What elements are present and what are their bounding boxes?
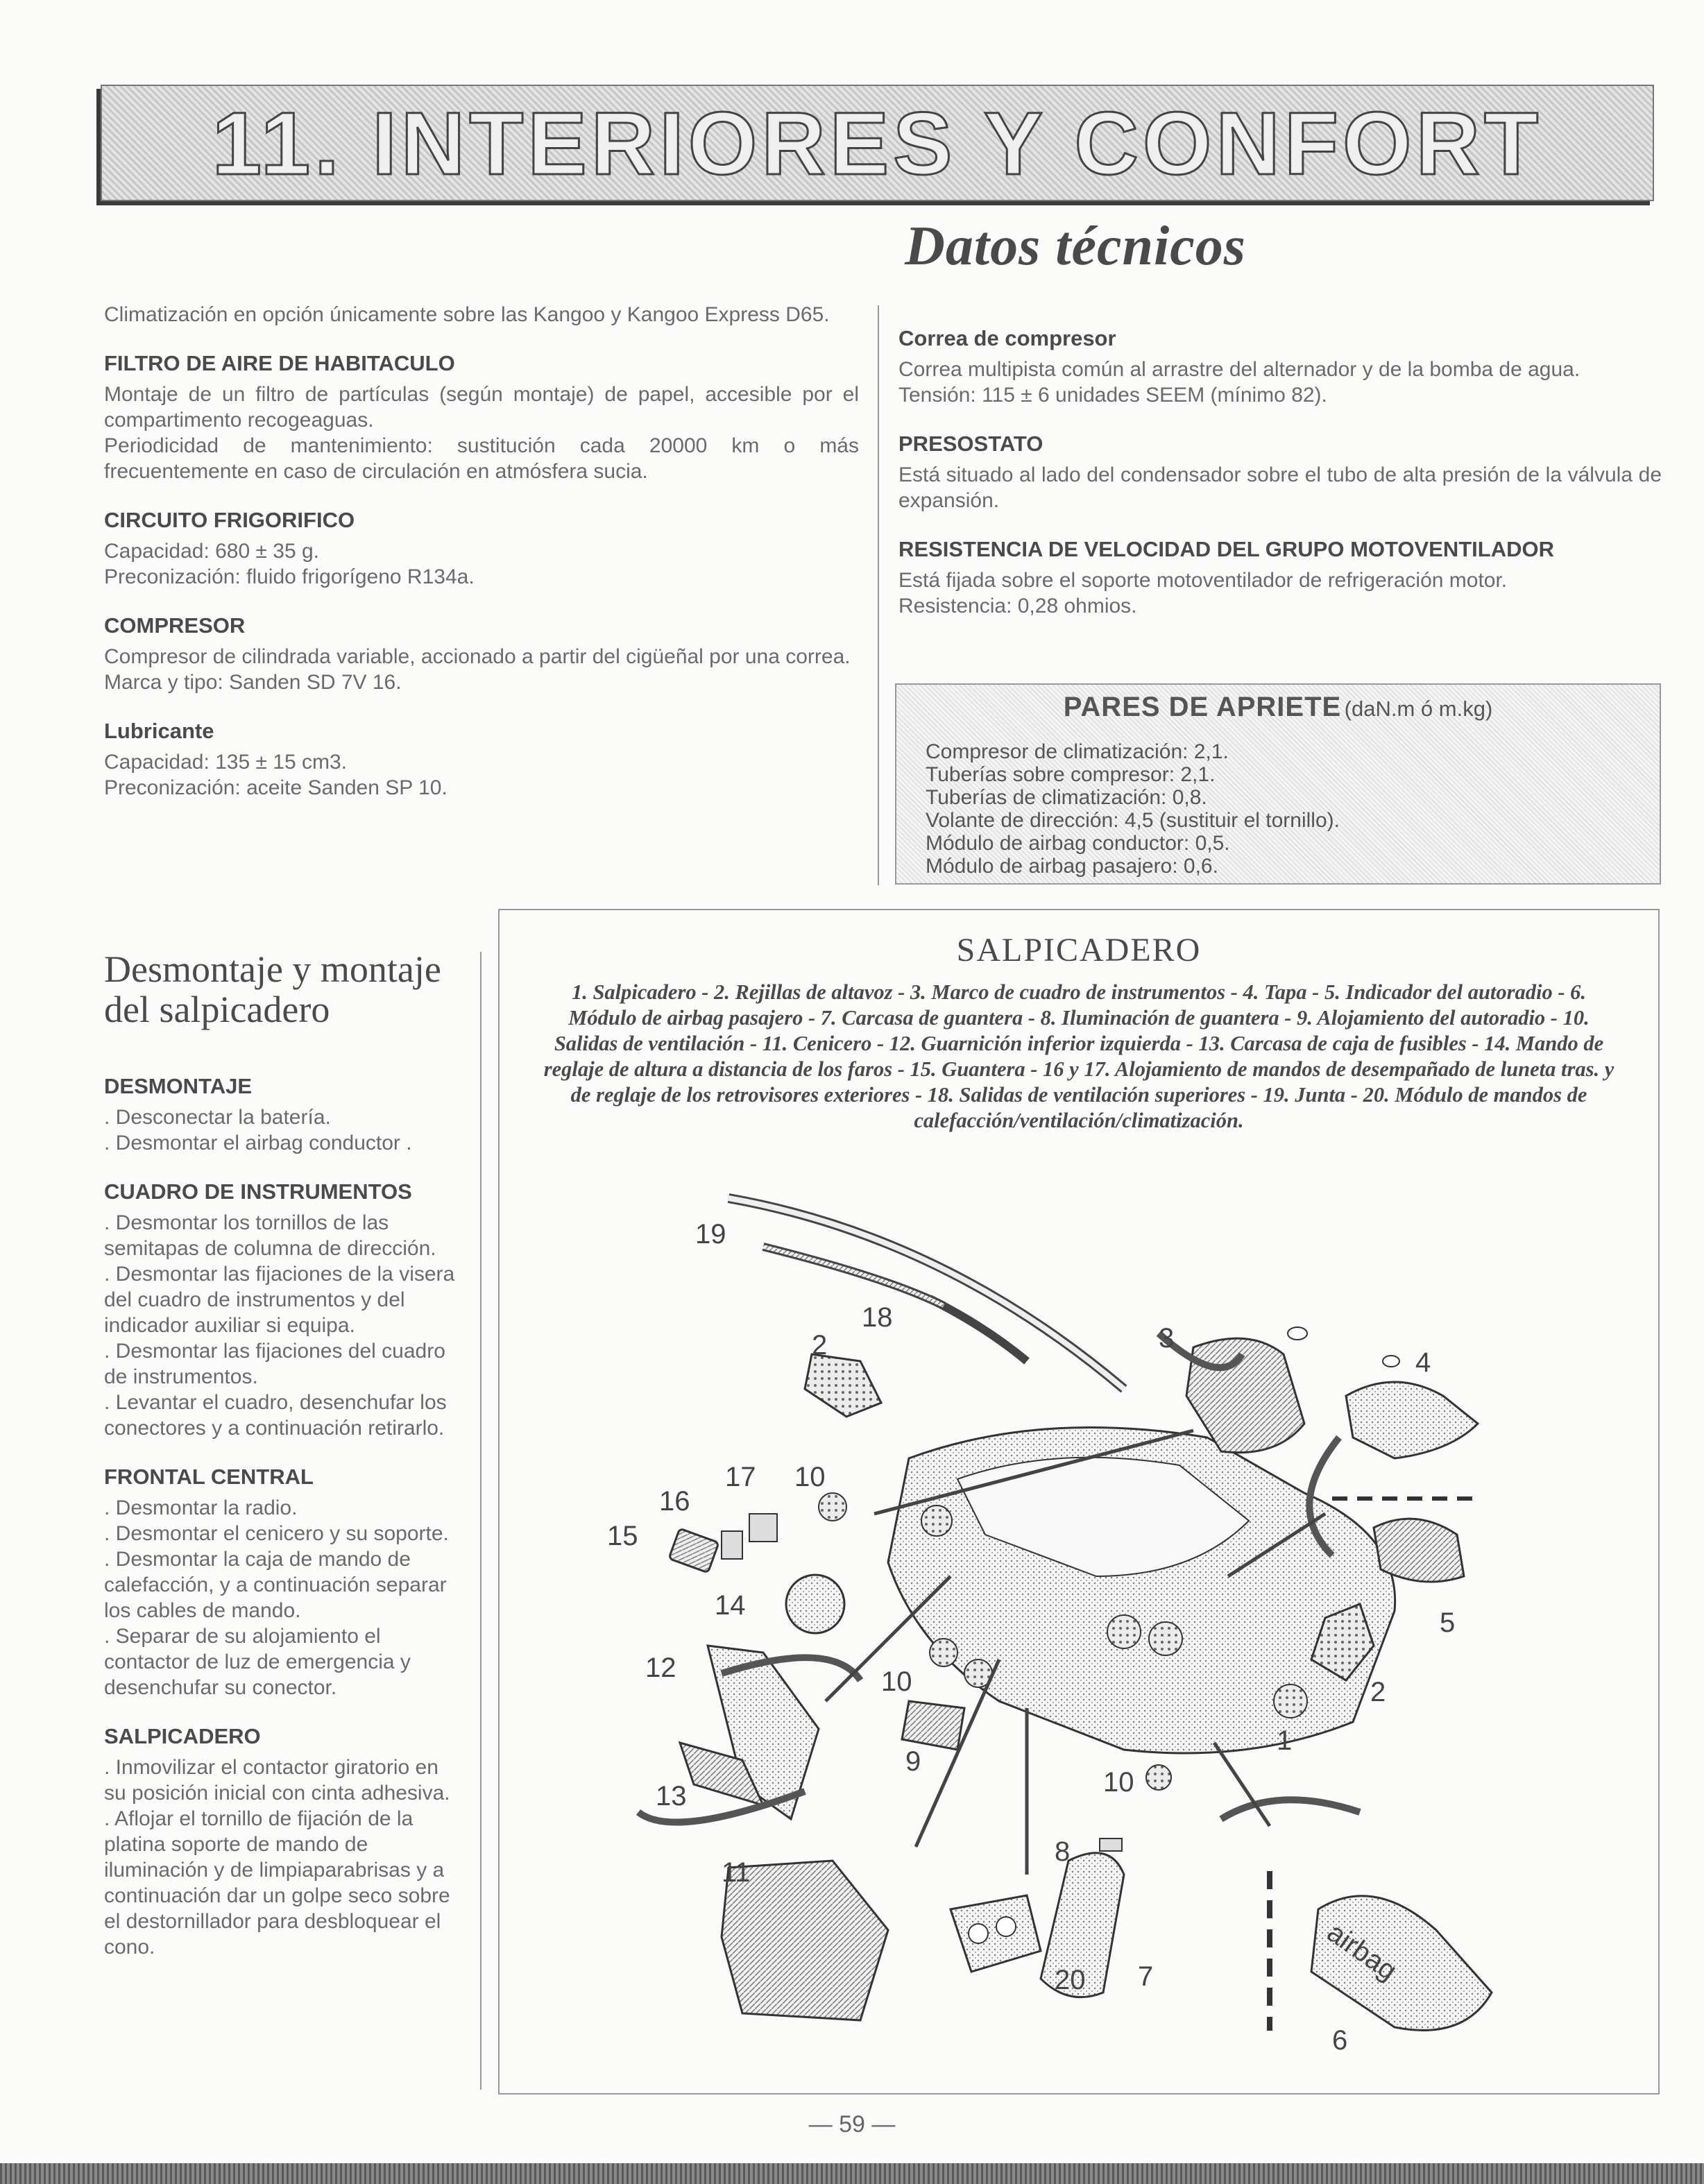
resistencia-text-1: Está fijada sobre el soporte motoventilador de refrigeración motor. [898, 569, 1508, 592]
callout-line [916, 1660, 999, 1847]
heading-presostato: PRESOSTATO [898, 432, 1043, 456]
heading-desmontaje: DESMONTAJE [104, 1074, 253, 1098]
screw [1288, 1327, 1307, 1340]
procedure-title: Desmontaje y montaje del salpicadero [104, 948, 441, 1030]
figure-box [498, 909, 1660, 2095]
label-9: 9 [905, 1746, 921, 1777]
label-11: 11 [722, 1857, 751, 1888]
torque-item: Módulo de airbag pasajero: 0,6. [926, 855, 1218, 878]
circuito-text-1: Capacidad: 680 ± 35 g. [104, 540, 320, 563]
radio-housing [902, 1701, 964, 1750]
bottom-band [0, 2163, 1704, 2184]
figure-title: SALPICADERO [956, 932, 1202, 969]
chapter-banner [101, 85, 1654, 201]
label-6: 6 [1332, 2025, 1348, 2056]
heading-filtro: FILTRO DE AIRE DE HABITACULO [104, 351, 455, 375]
headlamp-knob [786, 1575, 844, 1633]
torque-title-main: PARES DE APRIETE [1063, 692, 1342, 722]
lubricante-text-1: Capacidad: 135 ± 15 cm3. [104, 751, 348, 774]
intro-text: Climatización en opción únicamente sobre las Kangoo y Kangoo Express D65. [104, 303, 830, 326]
cuadro-step: . Levantar el cuadro, desenchufar los conectores y a continuación retirarlo. [104, 1391, 447, 1440]
procedure-column [104, 1074, 461, 1960]
procedure-divider [480, 952, 482, 2090]
label-4: 4 [1415, 1347, 1431, 1378]
vent-outlet [930, 1639, 957, 1666]
label-2: 2 [812, 1330, 828, 1360]
glovebox-small [669, 1528, 719, 1573]
torque-item: Módulo de airbag conductor: 0,5. [926, 832, 1230, 855]
vent-outlet [819, 1493, 846, 1521]
column-divider [878, 305, 879, 885]
label-5: 5 [1440, 1607, 1456, 1638]
chapter-title: 11. INTERIORES Y CONFORT [212, 94, 1543, 194]
label-17: 17 [725, 1462, 756, 1492]
torque-item: Tuberías de climatización: 0,8. [926, 786, 1207, 809]
control-knob [996, 1917, 1016, 1936]
switch-housing [749, 1514, 777, 1542]
heading-compresor: COMPRESOR [104, 613, 246, 638]
figure-caption: 1. Salpicadero - 2. Rejillas de altavoz - 3. Marco de cuadro de instrumentos - 4. Tapa - 5. Indicador del autoradio - 6. Módulo de airbag pasajero - 7. Carcasa de guantera - 8. Iluminación de guantera - 9. Alojamiento del autoradio - 10. Salidas de ventilación - 11. Cenicero - 12. Guarnición inferior izquierda - 13. Carcasa de caja de fusibles - 14. Mando de reglaje de altura a distancia de los faros - 15. Guantera - 16 y 17. Alojamiento de mandos de desempañado de luneta tras. y de reglaje de los retrovisores exteriores - 18. Salidas de ventilación superiores - 19. Junta - 20. Módulo de mandos de calefacción/ventilación/climatización. [543, 980, 1614, 1132]
presostato-text-1: Está situado al lado del condensador sobre el tubo de alta presión de la válvula de expansión. [898, 463, 1662, 512]
label-12: 12 [645, 1653, 676, 1683]
dash-vent [921, 1505, 952, 1536]
torque-box [895, 683, 1661, 885]
heading-resistencia: RESISTENCIA DE VELOCIDAD DEL GRUPO MOTOVENTILADOR [898, 537, 1555, 561]
control-knob [969, 1924, 988, 1943]
callout-line [1214, 1743, 1270, 1826]
label-7: 7 [1138, 1961, 1154, 1992]
label-10b: 10 [881, 1666, 912, 1697]
desmontaje-step: . Desmontar el airbag conductor . [104, 1132, 412, 1154]
label-3: 3 [1159, 1323, 1175, 1354]
frontal-step: . Desmontar la radio. [104, 1496, 298, 1519]
circuito-text-2: Preconización: fluido frigorígeno R134a. [104, 565, 475, 588]
cuadro-step: . Desmontar las fijaciones de la visera del cuadro de instrumentos y del indicador auxiliar si equipa. [104, 1263, 455, 1337]
instrument-bezel [1186, 1338, 1304, 1453]
label-18: 18 [862, 1302, 893, 1333]
glovebox-lamp [1100, 1839, 1122, 1851]
airbag-text: airbag [1321, 1917, 1403, 1987]
desmontaje-step: . Desconectar la batería. [104, 1106, 331, 1129]
label-15: 15 [607, 1521, 638, 1551]
torque-unit: (daN.m ó m.kg) [1344, 697, 1493, 721]
filtro-text-2: Periodicidad de mantenimiento: sustitución cada 20000 km o más frecuentemente en caso de circulación en atmósfera sucia. [104, 434, 859, 483]
screw [1383, 1356, 1399, 1367]
vent-outlet [1146, 1765, 1171, 1790]
label-16: 16 [659, 1486, 690, 1517]
heading-frontal: FRONTAL CENTRAL [104, 1465, 314, 1489]
label-8: 8 [1055, 1836, 1071, 1867]
callout-curve [1221, 1800, 1360, 1819]
heading-lubricante: Lubricante [104, 719, 214, 743]
resistencia-text-2: Resistencia: 0,28 ohmios. [898, 595, 1137, 617]
radio-indicator [1374, 1519, 1464, 1582]
torque-list [926, 740, 1340, 878]
heading-circuito: CIRCUITO FRIGORIFICO [104, 508, 355, 532]
right-column [898, 326, 1662, 619]
heater-control [951, 1895, 1041, 1972]
section-title: Datos técnicos [905, 216, 1246, 277]
label-20: 20 [1055, 1965, 1086, 1995]
filtro-text-1: Montaje de un filtro de partículas (según montaje) de papel, accesible por el compartimento recogeaguas. [104, 383, 859, 432]
heading-correa: Correa de compresor [898, 326, 1116, 350]
dashboard-exploded-diagram [500, 910, 1658, 2093]
cover-part [1346, 1382, 1478, 1458]
dash-vent [1107, 1615, 1141, 1648]
label-10: 10 [794, 1462, 826, 1492]
cuadro-step: . Desmontar las fijaciones del cuadro de instrumentos. [104, 1340, 445, 1388]
label-1: 1 [1277, 1725, 1293, 1756]
label-19: 19 [695, 1219, 726, 1249]
lubricante-text-2: Preconización: aceite Sanden SP 10. [104, 776, 448, 799]
label-14: 14 [715, 1590, 746, 1621]
salpicadero-step: . Aflojar el tornillo de fijación de la platina soporte de mando de iluminación y de limpiaparabrisas y a continuación dar un golpe seco sobre el destornillador para desbloquear el cono. [104, 1807, 450, 1959]
speaker-grille [805, 1354, 881, 1417]
correa-text-1: Correa multipista común al arrastre del alternador y de la bomba de agua. [898, 358, 1581, 381]
label-2b: 2 [1370, 1677, 1386, 1707]
label-10c: 10 [1103, 1767, 1134, 1798]
frontal-step: . Desmontar el cenicero y su soporte. [104, 1522, 449, 1545]
torque-item: Volante de dirección: 4,5 (sustituir el tornillo). [926, 809, 1340, 832]
frontal-step: . Separar de su alojamiento el contactor de luz de emergencia y desenchufar su conector. [104, 1625, 411, 1699]
heading-salpicadero: SALPICADERO [104, 1724, 261, 1748]
salpicadero-step: . Inmovilizar el contactor giratorio en su posición inicial con cinta adhesiva. [104, 1756, 450, 1805]
heading-cuadro: CUADRO DE INSTRUMENTOS [104, 1179, 412, 1204]
switch-housing [722, 1531, 742, 1559]
dash-vent [1149, 1622, 1182, 1655]
frontal-step: . Desmontar la caja de mando de calefacción, y a continuación separar los cables de mando. [104, 1548, 447, 1622]
dash-vent [1274, 1684, 1307, 1718]
cuadro-step: . Desmontar los tornillos de las semitapas de columna de dirección. [104, 1211, 436, 1260]
compresor-text-1: Compresor de cilindrada variable, accionado a partir del cigüeñal por una correa. [104, 645, 851, 668]
left-column [104, 302, 859, 801]
label-13: 13 [656, 1781, 687, 1811]
torque-title [896, 692, 1660, 723]
torque-item: Compresor de climatización: 2,1. [926, 740, 1229, 763]
page-number: — 59 — [808, 2111, 896, 2138]
compresor-text-2: Marca y tipo: Sanden SD 7V 16. [104, 671, 402, 694]
correa-text-2: Tensión: 115 ± 6 unidades SEEM (mínimo 82). [898, 384, 1327, 407]
torque-item: Tuberías sobre compresor: 2,1. [926, 763, 1216, 786]
passenger-airbag [1311, 1896, 1492, 2031]
